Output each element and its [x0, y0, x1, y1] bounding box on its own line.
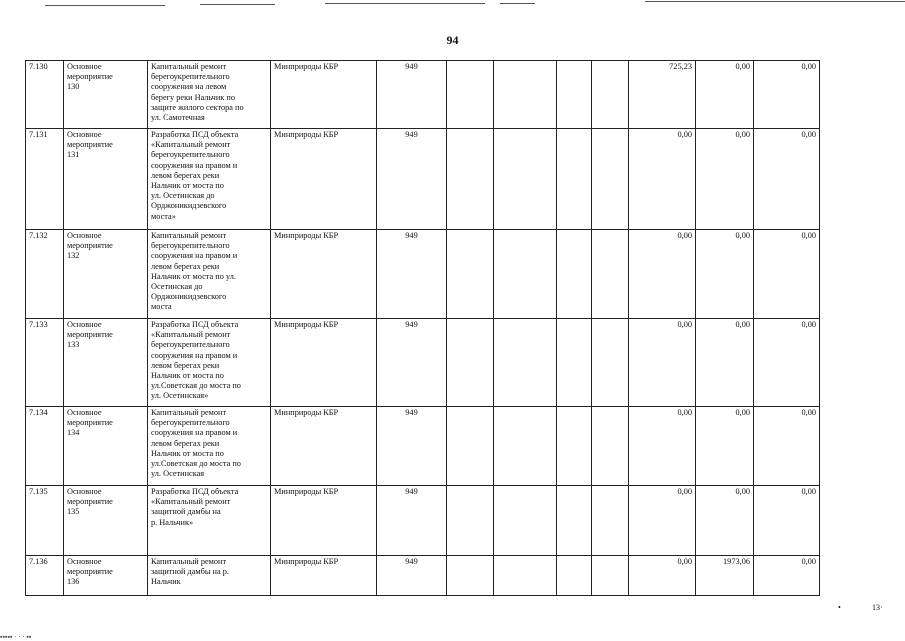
row-number-cell: 7.133 [26, 319, 64, 407]
responsible-org-cell: Минприроды КБР [271, 129, 377, 230]
measure-description-line: защите жилого сектора по [151, 102, 244, 112]
table-row [26, 230, 820, 319]
empty-cell [557, 556, 592, 596]
measure-type-line: мероприятие [67, 72, 113, 82]
measure-type-line: Основное [67, 231, 102, 240]
row-number-cell: 7.132 [26, 230, 64, 319]
measure-description-line: Осетинская до [151, 282, 203, 292]
measure-description-cell [148, 129, 271, 230]
measure-type-line: мероприятие [67, 330, 113, 340]
measure-description-line: берегоукрепительного [151, 418, 230, 428]
row-number-cell: 7.135 [26, 486, 64, 556]
table-row [26, 407, 820, 486]
measure-type-line: 130 [67, 82, 80, 92]
amount-cell-3: 0,00 [754, 230, 820, 319]
empty-cell [494, 407, 557, 486]
measure-description-line: берегоукрепительного [151, 241, 230, 251]
budget-code-cell: 949 [377, 407, 447, 486]
amount-cell-1: 0,00 [629, 319, 696, 407]
measure-description-line: берегоукрепительного [151, 150, 230, 160]
measure-type-line: 135 [67, 507, 80, 517]
amount-cell-2: 0,00 [696, 230, 754, 319]
amount-cell-2: 0,00 [696, 319, 754, 407]
row-number-cell: 7.134 [26, 407, 64, 486]
measure-type-line: 131 [67, 150, 80, 160]
empty-cell [494, 556, 557, 596]
measure-description-line: Орджоникидзевского [151, 201, 227, 211]
responsible-org-cell: Минприроды КБР [271, 486, 377, 556]
measure-type-cell [64, 61, 148, 129]
measure-description-line: Разработка ПСД объекта [151, 487, 239, 496]
empty-cell [557, 129, 592, 230]
empty-cell [447, 61, 494, 129]
measure-description-line: «Капитальный ремонт [151, 140, 231, 150]
empty-cell [557, 230, 592, 319]
measure-description-cell [148, 61, 271, 129]
budget-code-cell: 949 [377, 486, 447, 556]
measure-description-line: Орджоникидзевского [151, 292, 227, 302]
responsible-org-cell: Минприроды КБР [271, 319, 377, 407]
amount-cell-2: 0,00 [696, 61, 754, 129]
page-number: 94 [446, 33, 459, 47]
measure-description-line: левом берегах реки [151, 438, 220, 448]
responsible-org-cell: Минприроды КБР [271, 556, 377, 596]
responsible-org-cell: Минприроды КБР [271, 407, 377, 486]
amount-cell-1: 0,00 [629, 486, 696, 556]
measure-type-cell [64, 407, 148, 486]
empty-cell [557, 486, 592, 556]
empty-cell [447, 129, 494, 230]
scan-artifact: ▪▪▪▪▪ · · · ▪▪ [0, 633, 32, 641]
measure-type-line: Основное [67, 320, 102, 329]
measure-description-line: защитной дамбы на [151, 507, 221, 517]
row-number-cell: 7.130 [26, 61, 64, 129]
empty-cell [447, 407, 494, 486]
empty-cell [447, 556, 494, 596]
budget-code-cell: 949 [377, 129, 447, 230]
amount-cell-3: 0,00 [754, 556, 820, 596]
measure-description-line: ул. Самотечная [151, 113, 205, 123]
measure-description-line: Капитальный ремонт [151, 408, 227, 417]
empty-cell [494, 486, 557, 556]
measure-type-line: мероприятие [67, 418, 113, 428]
measure-type-cell [64, 230, 148, 319]
empty-cell [557, 407, 592, 486]
empty-cell [592, 61, 629, 129]
measure-type-line: 133 [67, 340, 80, 350]
measure-type-line: 134 [67, 428, 80, 438]
measure-description-line: берегоукрепительного [151, 72, 230, 82]
measure-description-line: ул.Советская до моста по [151, 381, 241, 391]
empty-cell [447, 230, 494, 319]
empty-cell [592, 230, 629, 319]
measure-description-line: сооружения на правом и [151, 428, 238, 438]
measure-description-line: Нальчик от моста по [151, 181, 224, 191]
measure-description-line: Капитальный ремонт [151, 557, 227, 566]
top-rule-right [645, 1, 905, 2]
measure-description-line: ул. Осетинская» [151, 391, 209, 401]
responsible-org-cell: Минприроды КБР [271, 61, 377, 129]
amount-cell-1: 725,23 [629, 61, 696, 129]
measure-type-cell [64, 556, 148, 596]
measure-description-line: левом берегах реки [151, 360, 220, 370]
measure-type-line: мероприятие [67, 140, 113, 150]
top-rule-mid-2 [325, 3, 485, 4]
measure-description-line: Разработка ПСД объекта [151, 320, 239, 329]
measure-description-line: левом берегах реки [151, 261, 220, 271]
table-row [26, 129, 820, 230]
measure-type-line: Основное [67, 557, 102, 566]
budget-code-cell: 949 [377, 61, 447, 129]
empty-cell [592, 486, 629, 556]
measure-description-line: «Капитальный ремонт [151, 330, 231, 340]
measure-type-line: мероприятие [67, 497, 113, 507]
measure-description-cell [148, 486, 271, 556]
measure-description-line: сооружения на правом и [151, 251, 238, 261]
measure-type-line: мероприятие [67, 567, 113, 577]
table-row [26, 61, 820, 129]
footer-mark-dot: • [838, 603, 841, 612]
amount-cell-3: 0,00 [754, 486, 820, 556]
measure-description-cell [148, 407, 271, 486]
empty-cell [557, 61, 592, 129]
measure-description-line: сооружения на левом [151, 82, 227, 92]
responsible-org-cell: Минприроды КБР [271, 230, 377, 319]
amount-cell-2: 1973,06 [696, 556, 754, 596]
measure-description-cell [148, 319, 271, 407]
amount-cell-1: 0,00 [629, 230, 696, 319]
table-row [26, 319, 820, 407]
measure-type-cell [64, 486, 148, 556]
measure-description-line: «Капитальный ремонт [151, 497, 231, 507]
footer-mark-page: 13· [872, 603, 883, 612]
empty-cell [494, 230, 557, 319]
budget-code-cell: 949 [377, 319, 447, 407]
amount-cell-3: 0,00 [754, 129, 820, 230]
measure-description-line: моста» [151, 211, 176, 221]
measure-description-cell [148, 230, 271, 319]
measure-type-line: 136 [67, 577, 80, 587]
measure-type-line: Основное [67, 62, 102, 71]
measure-description-line: р. Нальчик» [151, 517, 194, 527]
measure-description-line: Нальчик от моста по [151, 371, 224, 381]
program-measures-table [25, 60, 820, 596]
measure-type-line: Основное [67, 408, 102, 417]
amount-cell-1: 0,00 [629, 556, 696, 596]
measure-type-line: 132 [67, 251, 80, 261]
measure-description-cell [148, 556, 271, 596]
empty-cell [494, 129, 557, 230]
budget-code-cell: 949 [377, 556, 447, 596]
measure-description-line: Разработка ПСД объекта [151, 130, 239, 139]
measure-description-line: сооружения на правом и [151, 350, 238, 360]
top-rule-left [45, 5, 165, 6]
top-rule-mid-1 [200, 4, 275, 5]
measure-description-line: берегоукрепительного [151, 340, 230, 350]
measure-type-cell [64, 319, 148, 407]
measure-type-line: мероприятие [67, 241, 113, 251]
amount-cell-3: 0,00 [754, 319, 820, 407]
measure-description-line: Нальчик от моста по [151, 448, 224, 458]
empty-cell [557, 319, 592, 407]
empty-cell [592, 319, 629, 407]
amount-cell-3: 0,00 [754, 407, 820, 486]
row-number-cell: 7.136 [26, 556, 64, 596]
measure-type-line: Основное [67, 130, 102, 139]
measure-description-line: левом берегах реки [151, 170, 220, 180]
measure-description-line: берегу реки Нальчик по [151, 92, 235, 102]
top-rule-mid-3 [500, 3, 535, 4]
amount-cell-1: 0,00 [629, 407, 696, 486]
amount-cell-2: 0,00 [696, 407, 754, 486]
measure-description-line: Капитальный ремонт [151, 231, 227, 240]
measure-description-line: ул. Осетинская до [151, 191, 215, 201]
measure-description-line: ул.Советская до моста по [151, 459, 241, 469]
empty-cell [494, 319, 557, 407]
empty-cell [447, 319, 494, 407]
empty-cell [447, 486, 494, 556]
measure-description-line: ул. Осетинская [151, 469, 205, 479]
row-number-cell: 7.131 [26, 129, 64, 230]
amount-cell-2: 0,00 [696, 129, 754, 230]
amount-cell-1: 0,00 [629, 129, 696, 230]
budget-code-cell: 949 [377, 230, 447, 319]
table-row [26, 556, 820, 596]
table-row [26, 486, 820, 556]
measure-description-line: Нальчик от моста по ул. [151, 271, 236, 281]
measure-type-cell [64, 129, 148, 230]
empty-cell [592, 129, 629, 230]
empty-cell [592, 407, 629, 486]
measure-description-line: Капитальный ремонт [151, 62, 227, 71]
amount-cell-2: 0,00 [696, 486, 754, 556]
empty-cell [494, 61, 557, 129]
measure-description-line: сооружения на правом и [151, 160, 238, 170]
measure-description-line: моста [151, 302, 172, 312]
amount-cell-3: 0,00 [754, 61, 820, 129]
measure-type-line: Основное [67, 487, 102, 496]
measure-description-line: защитной дамбы на р. [151, 567, 229, 577]
empty-cell [592, 556, 629, 596]
measure-description-line: Нальчик [151, 577, 181, 587]
